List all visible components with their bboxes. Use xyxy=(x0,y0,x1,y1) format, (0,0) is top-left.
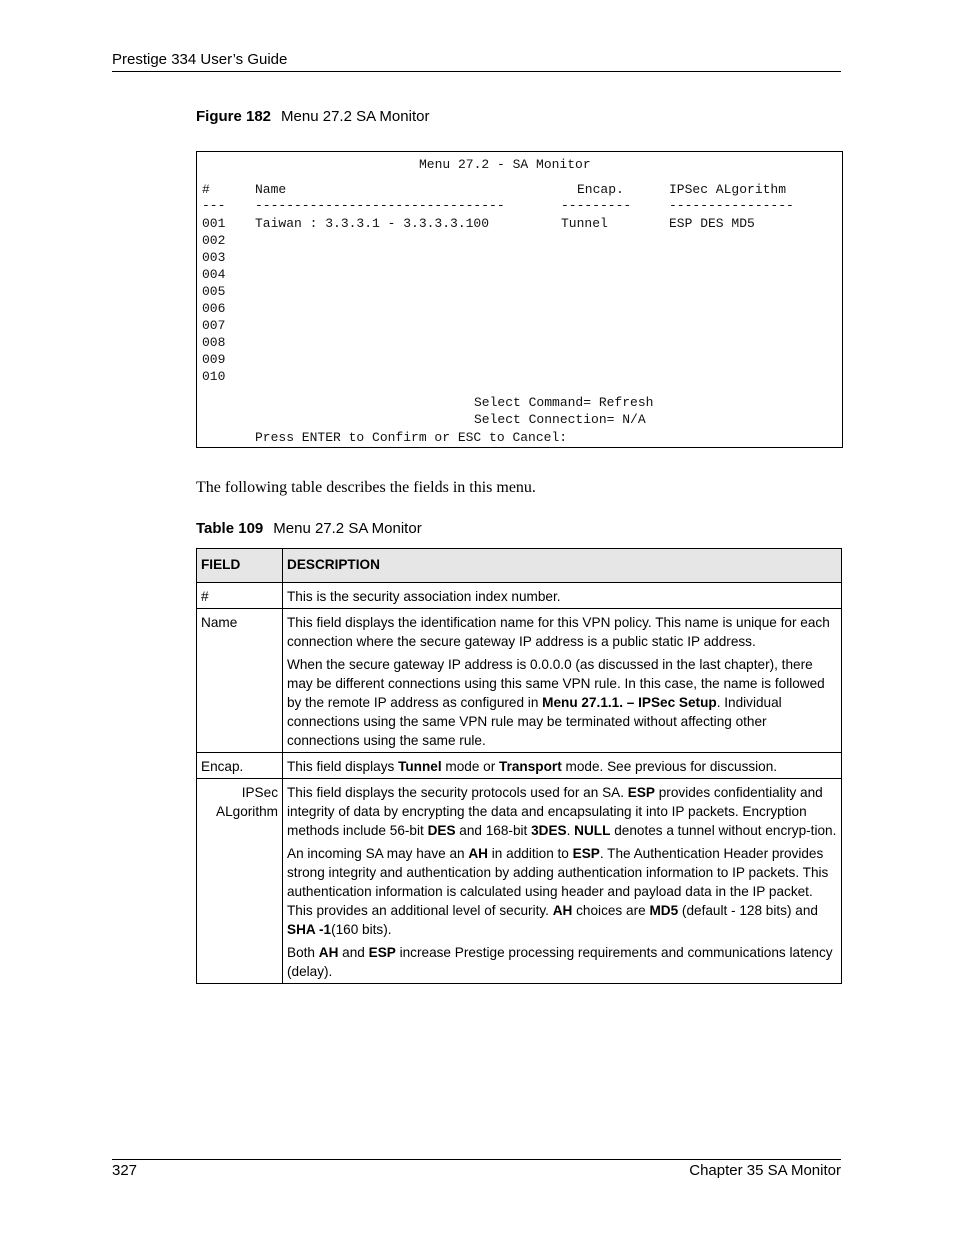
text-run: An incoming SA may have an xyxy=(287,846,469,861)
body-paragraph: The following table describes the fields in this menu. xyxy=(196,479,536,496)
table-row xyxy=(197,753,842,779)
terminal-row-number[interactable]: 009 xyxy=(202,352,226,367)
terminal-row-number[interactable]: 003 xyxy=(202,250,226,265)
text-run: mode. See previous for discussion. xyxy=(561,759,778,774)
terminal-col-name: Name xyxy=(255,182,287,197)
text-run: denotes a tunnel without encryp-tion. xyxy=(610,823,837,838)
terminal-row-number[interactable]: 008 xyxy=(202,335,226,350)
text-run: choices are xyxy=(572,903,650,918)
terminal-row-number[interactable]: 005 xyxy=(202,284,226,299)
terminal-row-number[interactable]: 002 xyxy=(202,233,226,248)
field-cell: Encap. xyxy=(197,753,283,779)
table-caption xyxy=(196,520,422,537)
text-run: This field displays the security protocols used for an SA. xyxy=(287,785,628,800)
bold-term: MD5 xyxy=(649,903,679,918)
text-run: mode or xyxy=(441,759,500,774)
description-cell xyxy=(283,753,842,779)
terminal-confirm-prompt: Press ENTER to Confirm or ESC to Cancel: xyxy=(255,430,568,445)
text-run: provides confidentiality and integrity of data by encrypting the data and encapsulating it into IP packets. Encryption methods include 56-bit xyxy=(287,785,823,838)
menu-reference: Menu 27.1.1. – IPSec Setup xyxy=(542,695,717,710)
text-run: This field displays xyxy=(287,759,399,774)
description-cell: This is the security association index number. xyxy=(283,583,842,609)
terminal-row-number[interactable]: 004 xyxy=(202,267,226,282)
bold-term: ESP xyxy=(368,945,396,960)
terminal-dashes-number: --- xyxy=(202,198,226,213)
table-row xyxy=(197,779,842,984)
figure-caption xyxy=(196,108,429,125)
table-row xyxy=(197,583,842,609)
bold-term: Tunnel xyxy=(398,759,442,774)
bold-term: NULL xyxy=(574,823,611,838)
terminal-row-number[interactable]: 001 xyxy=(202,216,226,231)
bold-term: 3DES xyxy=(531,823,567,838)
bold-term: AH xyxy=(552,903,573,918)
description-cell xyxy=(283,779,842,984)
terminal-dashes-encap: --------- xyxy=(561,198,632,213)
bold-term: ESP xyxy=(572,846,600,861)
table-title: Menu 27.2 SA Monitor xyxy=(273,520,422,537)
text-run: Both xyxy=(287,945,319,960)
field-line: IPSec xyxy=(241,785,278,800)
field-cell xyxy=(197,779,283,984)
sa-monitor-terminal-screen xyxy=(196,151,843,448)
terminal-col-algorithm: IPSec ALgorithm xyxy=(669,182,787,197)
bold-term: SHA -1 xyxy=(287,922,332,937)
terminal-row-encap: Tunnel xyxy=(561,216,608,231)
text-run: increase Prestige processing requirements and communications latency (delay). xyxy=(287,945,833,979)
description-paragraph: This field displays the identification name for this VPN policy. This name is unique for each connection where the secure gateway IP address is a public static IP address. xyxy=(287,615,830,649)
terminal-dashes-algorithm: ---------------- xyxy=(669,198,794,213)
table-header-row xyxy=(197,549,842,583)
table-row xyxy=(197,609,842,753)
bold-term: AH xyxy=(468,846,488,861)
field-line: ALgorithm xyxy=(216,804,278,819)
description-paragraph xyxy=(287,943,837,981)
terminal-select-connection[interactable]: Select Connection= N/A xyxy=(474,412,646,427)
terminal-col-number: # xyxy=(202,182,210,197)
text-run: (default - 128 bits) and xyxy=(678,903,818,918)
text-run: . The Authentication Header provides strong integrity and authentication by adding authentication information to IP packets. This authentication information is calculated using header and payload data in the IP packet. This provides an additional level of security. xyxy=(287,846,829,918)
chapter-title: Chapter 35 SA Monitor xyxy=(689,1162,841,1179)
figure-label: Figure 182 xyxy=(196,108,272,125)
text-run: . Individual connections using the same VPN rule may be terminated without affecting other connections using the same rule. xyxy=(287,695,782,748)
bold-term: Transport xyxy=(499,759,562,774)
running-header-title: Prestige 334 User’s Guide xyxy=(112,51,288,68)
description-paragraph xyxy=(287,783,837,840)
bold-term: AH xyxy=(318,945,339,960)
field-cell: # xyxy=(197,583,283,609)
terminal-row-number[interactable]: 007 xyxy=(202,318,226,333)
terminal-row-number[interactable]: 010 xyxy=(202,369,226,384)
field-description-table xyxy=(196,548,842,984)
page-number: 327 xyxy=(112,1162,138,1179)
bold-term: DES xyxy=(427,823,456,838)
text-run: and 168-bit xyxy=(455,823,532,838)
figure-title: Menu 27.2 SA Monitor xyxy=(281,108,430,125)
description-paragraph xyxy=(287,655,837,750)
terminal-row-algorithm: ESP DES MD5 xyxy=(669,216,755,231)
terminal-menu-title: Menu 27.2 - SA Monitor xyxy=(419,157,591,172)
text-run: When the secure gateway IP address is 0.0.0.0 (as discussed in the last chapter), there may be different connections using this same VPN rule. In this case, the name is followed by the remote IP address as configured in xyxy=(287,657,825,710)
text-run: . xyxy=(566,823,575,838)
terminal-select-command[interactable]: Select Command= Refresh xyxy=(474,395,654,410)
footer-rule xyxy=(112,1159,841,1160)
text-run: and xyxy=(338,945,369,960)
header-rule xyxy=(112,71,841,72)
text-run: (160 bits). xyxy=(331,922,392,937)
terminal-row-name[interactable]: Taiwan : 3.3.3.1 - 3.3.3.3.100 xyxy=(255,216,490,231)
table-label: Table 109 xyxy=(196,520,264,537)
header-field: FIELD xyxy=(197,549,283,583)
description-cell xyxy=(283,609,842,753)
terminal-row-number[interactable]: 006 xyxy=(202,301,226,316)
terminal-col-encap: Encap. xyxy=(577,182,624,197)
text-run: in addition to xyxy=(488,846,573,861)
field-cell: Name xyxy=(197,609,283,753)
terminal-dashes-name: -------------------------------- xyxy=(255,198,505,213)
description-paragraph xyxy=(287,844,837,939)
header-description: DESCRIPTION xyxy=(283,549,842,583)
bold-term: ESP xyxy=(627,785,655,800)
